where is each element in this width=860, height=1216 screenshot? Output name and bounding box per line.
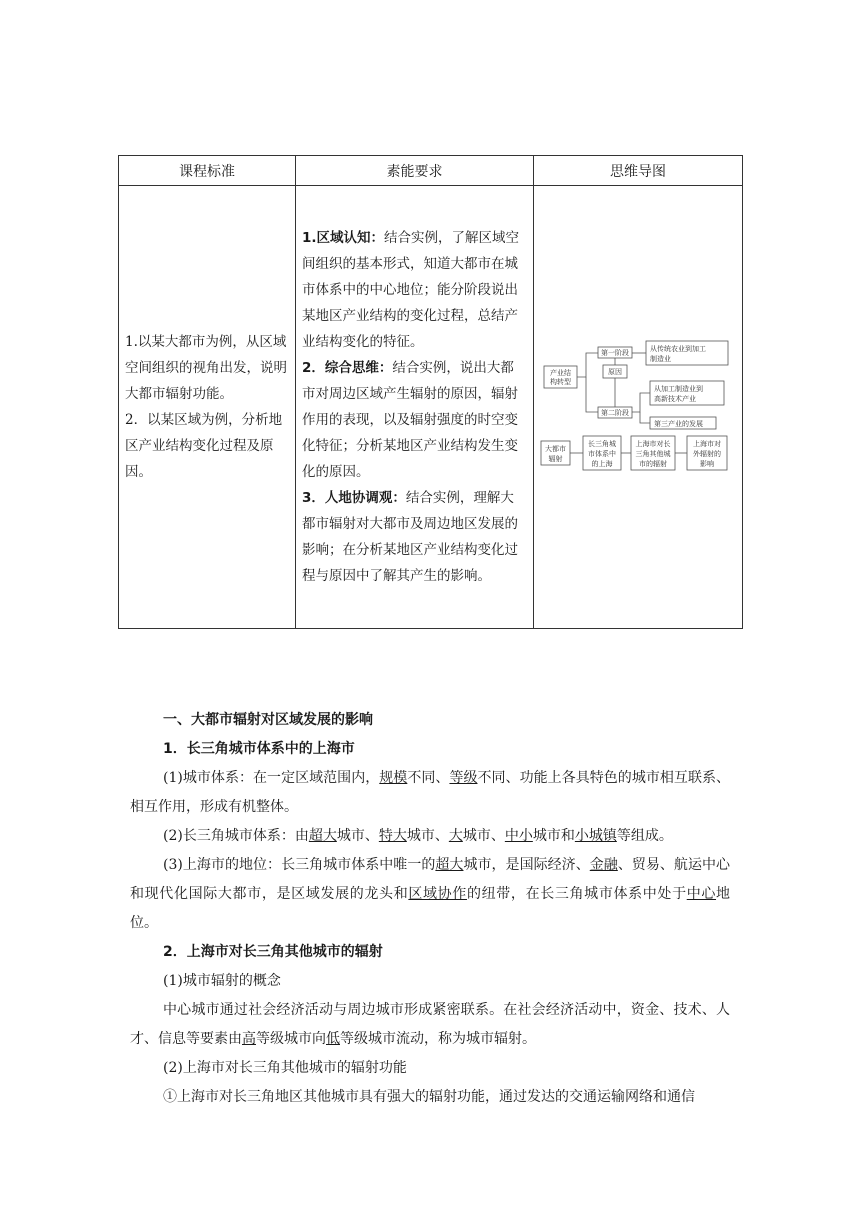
mm-root2-line2: 辐射 [548,455,563,463]
subheading-2: 2．上海市对长三角其他城市的辐射 [163,944,383,960]
text-run: 中心城市通过社会经济活动与周边城市形成紧密联系。在社会经济活动中，资金、技术、人才、信息等要素由 [130,1002,730,1047]
underlined-term: 区域协作 [408,886,467,902]
mm-stage1: 第一阶段 [601,349,629,357]
mm-root1-line2: 构转型 [550,378,571,386]
text-run: 不同、 [407,770,450,786]
paragraph-shanghai-status [130,851,730,938]
header-standard: 课程标准 [119,156,296,186]
mm-out2-line2: 高新技术产业 [654,395,696,403]
mm-chain-0-line1: 长三角城 [588,440,616,448]
competency-3-text: 结合实例，理解大都市辐射对大都市及周边地区发展的影响；在分析某地区产业结构变化过程与原因中了解其产生的影响。 [302,490,518,584]
body-text [130,706,730,1112]
mm-root1-line1: 产业结 [550,369,571,377]
mm-out1-line1: 从传统农业到加工 [650,345,706,353]
text-run: 等组成。 [616,828,673,844]
mindmap-diagram [540,337,736,477]
text-run: 、贸易、航运中心和现代化国际大都市，是区域发展的龙头和 [130,857,731,902]
header-competency: 素能要求 [296,156,534,186]
paragraph-concept-title: (1)城市辐射的概念 [163,973,281,989]
mm-connector-out3 [640,412,650,423]
text-run: (3)上海市的地位：长三角城市体系中唯一的 [163,857,436,873]
paragraph-yrd-system [130,822,730,851]
competency-2 [302,355,527,485]
text-run: (1)城市体系：在一定区域范围内， [163,770,380,786]
underlined-term: 规模 [379,770,408,786]
text-run: 等级城市流动，称为城市辐射。 [340,1031,536,1047]
text-run: 地位。 [130,886,731,931]
text-run: 的纽带，在长三角城市体系中处于 [466,886,687,902]
mm-out2-line1: 从加工制造业到 [654,385,703,393]
underlined-term: 特大 [378,828,407,844]
competency-2-label: 2．综合思维： [302,360,393,376]
paragraph-function-title: (2)上海市对长三角其他城市的辐射功能 [163,1060,407,1076]
mindmap-cell [534,186,743,629]
text-run: 城市，是国际经济、 [463,857,590,873]
mm-out1-line2: 制造业 [650,355,671,363]
underlined-term: 中小 [504,828,533,844]
underlined-term: 金融 [589,857,618,873]
mm-connector-stage1 [577,353,598,377]
text-run: 城市、 [462,828,505,844]
header-mindmap: 思维导图 [534,156,743,186]
underlined-term: 超大 [435,857,464,873]
competency-1-label: 1.区域认知： [302,230,385,246]
underlined-term: 中心 [686,886,717,902]
mm-root2-line1: 大都市 [545,445,566,453]
competency-1-text: 结合实例，了解区域空间组织的基本形式，知道大都市在城市体系中的中心地位；能分阶段说出某地区产业结构的变化过程，总结产业结构变化的特征。 [302,230,520,350]
mm-chain-1-line2: 三角其他城 [635,450,671,458]
competency-3 [302,485,527,589]
mm-chain-2-line2: 外辐射的 [693,450,721,458]
text-run: 城市和 [532,828,575,844]
text-run: (2)长三角城市体系：由 [163,828,309,844]
mm-chain-1-line1: 上海市对长 [635,440,671,448]
mm-connector-out2 [632,393,650,412]
mm-chain-2-line1: 上海市对 [693,440,721,448]
mm-stage2: 第二阶段 [601,409,629,417]
curriculum-table [118,155,743,629]
subheading-1: 1．长三角城市体系中的上海市 [163,741,355,757]
mm-out3: 第三产业的发展 [654,420,703,428]
mm-connector-stage2 [586,377,598,412]
text-run: 城市、 [336,828,379,844]
table-row [119,186,743,629]
mm-chain-1-line3: 市的辐射 [639,460,667,468]
text-run: 等级城市向 [256,1031,326,1047]
mm-chain-0-line3: 的上海 [591,460,613,468]
standard-2: 2．以某区域为例，分析地区产业结构变化过程及原因。 [125,412,283,480]
underlined-term: 小城镇 [574,828,617,844]
text-run: 城市、 [406,828,449,844]
underlined-term: 高 [242,1031,256,1047]
mm-chain-0-line2: 市体系中 [588,450,616,458]
standards-cell [119,186,296,629]
underlined-term: 低 [326,1031,340,1047]
table-header-row [119,156,743,186]
underlined-term: 超大 [308,828,337,844]
underlined-term: 等级 [449,770,478,786]
mm-chain-2-line3: 影响 [700,460,714,468]
underlined-term: 大 [448,828,463,844]
competencies-cell [296,186,534,629]
mm-reason: 原因 [608,368,622,376]
paragraph-city-system [130,764,730,822]
text-run: 不同、功能上各具特色的城市相互联系、相互作用，形成有机整体。 [130,770,731,815]
competency-1 [302,225,527,355]
competency-2-text: 结合实例，说出大都市对周边区域产生辐射的原因，辐射作用的表现，以及辐射强度的时空变化特征；分析某地区产业结构发生变化的原因。 [302,360,518,480]
section-heading: 一、大都市辐射对区域发展的影响 [163,712,373,728]
paragraph-concept [130,996,730,1054]
standard-1: 1.以某大都市为例，从区域空间组织的视角出发，说明大都市辐射功能。 [125,334,287,402]
paragraph-function: ①上海市对长三角地区其他城市具有强大的辐射功能，通过发达的交通运输网络和通信 [163,1089,695,1105]
competency-3-label: 3．人地协调观： [302,490,406,506]
